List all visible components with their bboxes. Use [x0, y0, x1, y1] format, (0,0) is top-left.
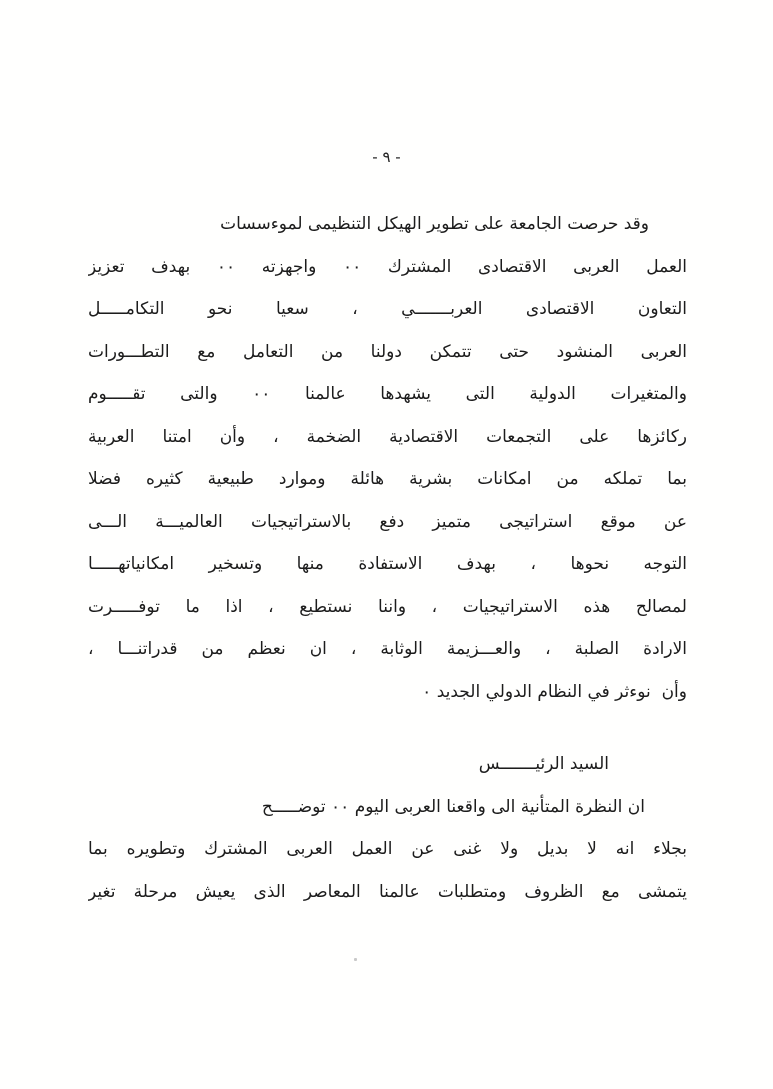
text-line: والمتغيرات الدولية التى يشهدها عالمنا ٠٠ والتى تقـــــوم: [88, 384, 687, 404]
section-heading: السيد الرئيـــــــس: [478, 754, 609, 774]
text-line: لمصالح هذه الاستراتيجيات ، واننا نستطيع ، اذا ما توفـــــرت: [88, 596, 687, 617]
text-line: العمل العربى الاقتصادى المشترك ٠٠ واجهزته ٠٠ بهدف تعزيز: [88, 256, 687, 277]
text-line: وأن نوءثر في النظام الدولي الجديد ٠: [422, 681, 687, 702]
text-line: ان النظرة المتأنية الى واقعنا العربى اليوم ٠٠ توضـــــح: [261, 796, 645, 817]
paragraph-1: [88, 203, 687, 713]
paragraph-2: [88, 786, 687, 914]
text-line: ركائزها على التجمعات الاقتصادية الضخمة ، وأن امتنا العربية: [88, 426, 687, 447]
text-line: الارادة الصلبة ، والعـــزيمة الوثابة ، ان نعظم من قدراتنـــا ،: [88, 639, 687, 659]
text-line: بجلاء انه لا بديل ولا غنى عن العمل العربى المشترك وتطويره بما: [88, 839, 687, 859]
text-line: التوجه نحوها ، بهدف الاستفادة منها وتسخير امكانياتهـــــا: [88, 554, 687, 574]
scan-artifact-speck: [354, 958, 357, 961]
text-line: العربى المنشود حتى تتمكن دولنا من التعامل مع التطـــورات: [88, 341, 687, 362]
page-number: - ٩ -: [372, 148, 401, 166]
document-body: [88, 203, 687, 913]
text-line: وقد حرصت الجامعة على تطوير الهيكل التنظيمى لموءسسات: [220, 214, 649, 234]
text-line: بما تملكه من امكانات بشرية هائلة وموارد طبيعية كثيره فضلا: [88, 469, 687, 489]
text-line: يتمشى مع الظروف ومتطلبات عالمنا المعاصر الذى يعيش مرحلة تغير: [88, 881, 687, 902]
text-line: التعاون الاقتصادى العربـــــــي ، سعيا نحو التكامـــــل: [88, 299, 687, 319]
text-line: عن موقع استراتيجى متميز دفع بالاستراتيجيات العالميـــة الـــى: [88, 511, 687, 532]
